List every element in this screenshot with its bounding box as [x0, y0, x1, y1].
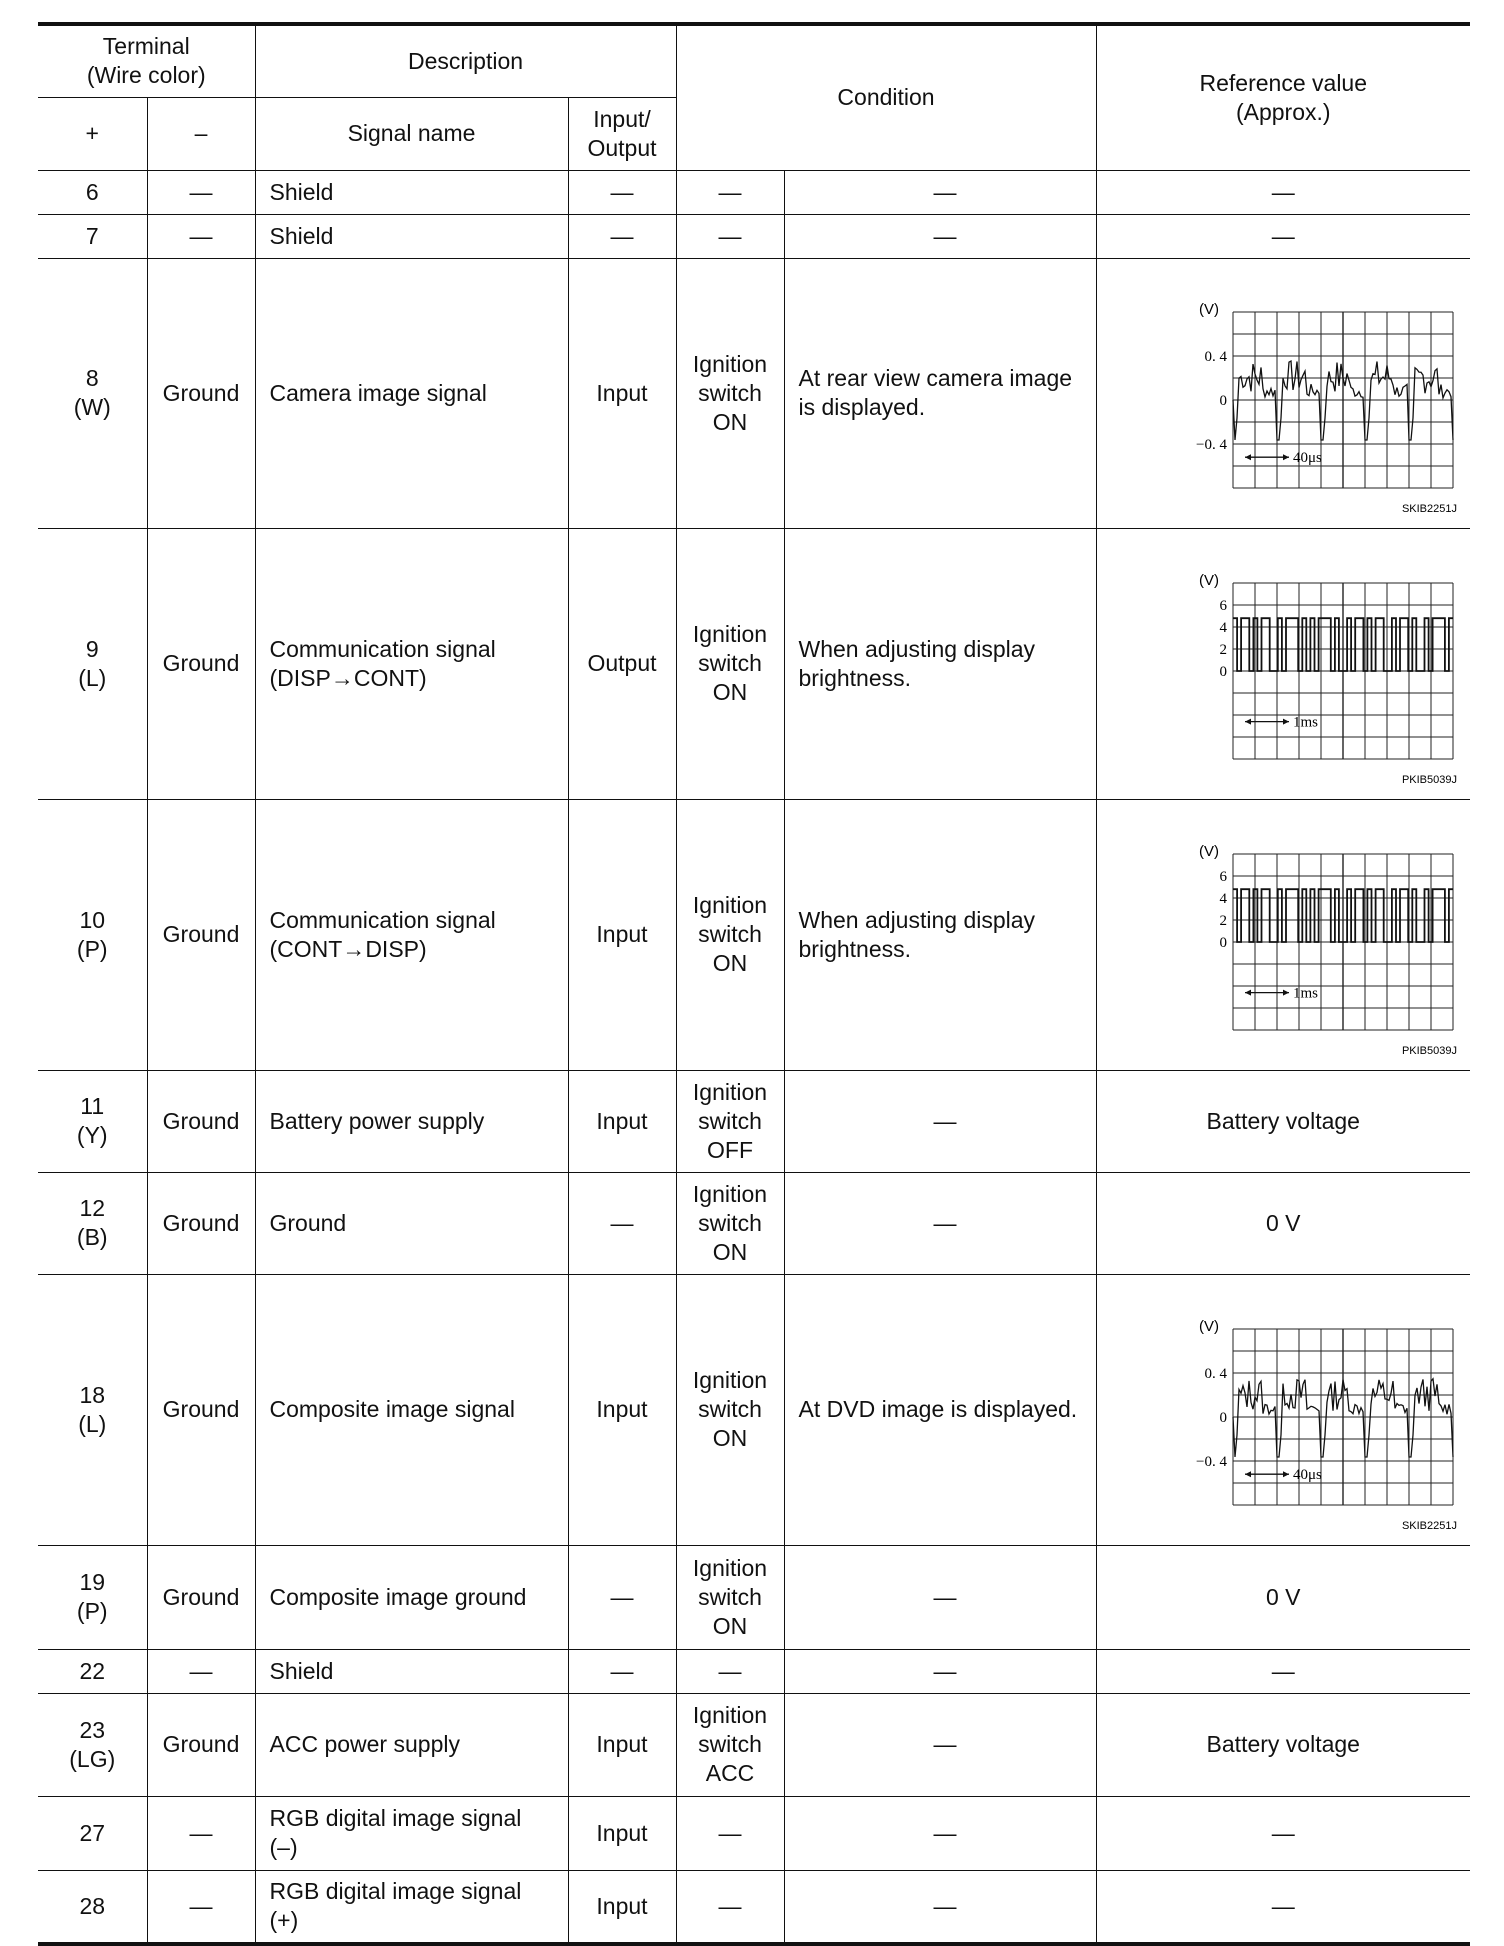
waveform-y-tick-label: 0 — [1219, 393, 1228, 409]
terminal-minus-cell: Ground — [147, 258, 255, 528]
condition-switch-cell: Ignition switch ON — [676, 1172, 784, 1274]
header-plus: + — [38, 97, 147, 170]
table-row — [38, 1274, 1470, 1545]
time-scale-arrow — [1245, 989, 1289, 995]
condition-switch-cell: Ignition switch ON — [676, 528, 784, 799]
condition-detail-cell: — — [784, 170, 1096, 214]
waveform-y-tick-label: 6 — [1219, 868, 1228, 885]
input-output-cell: Input — [568, 258, 676, 528]
table-row — [38, 1172, 1470, 1274]
waveform-y-tick-label: 2 — [1219, 641, 1228, 658]
waveform-y-tick-label: 4 — [1219, 619, 1228, 636]
condition-switch-cell: Ignition switch ACC — [676, 1693, 784, 1796]
waveform-time-label: 40μs — [1293, 450, 1323, 467]
waveform-time-label: 40μs — [1293, 1466, 1323, 1483]
figure-code-label: PKIB5039J — [1402, 773, 1458, 786]
waveform-y-tick-label: 6 — [1219, 597, 1228, 614]
condition-switch-cell: Ignition switch ON — [676, 799, 784, 1070]
reference-value-cell: — — [1096, 1796, 1470, 1870]
terminal-minus-cell: Ground — [147, 1693, 255, 1796]
input-output-cell: — — [568, 1545, 676, 1649]
waveform-grid — [1233, 1329, 1453, 1505]
terminal-minus-cell: Ground — [147, 1545, 255, 1649]
waveform-y-tick-label: −0. 4 — [1196, 437, 1228, 453]
waveform-y-tick-label: 2 — [1219, 912, 1228, 929]
condition-detail-cell: At rear view camera image is displayed. — [784, 258, 1096, 528]
condition-detail-cell: — — [784, 1070, 1096, 1172]
terminal-minus-cell: Ground — [147, 1172, 255, 1274]
waveform-y-tick-label: 0 — [1219, 663, 1228, 680]
input-output-cell: Input — [568, 1274, 676, 1545]
signal-name-cell: Ground — [255, 1172, 568, 1274]
terminal-plus-cell: 18 (L) — [38, 1274, 147, 1545]
waveform-y-tick-label: 0. 4 — [1204, 349, 1228, 365]
reference-value-cell: Battery voltage — [1096, 1693, 1470, 1796]
table-row — [38, 258, 1470, 528]
reference-value-cell — [1096, 1274, 1470, 1545]
terminal-plus-cell: 12 (B) — [38, 1172, 147, 1274]
signal-name-cell: Battery power supply — [255, 1070, 568, 1172]
input-output-cell: Input — [568, 1070, 676, 1172]
table-row — [38, 214, 1470, 258]
condition-detail-cell: — — [784, 1172, 1096, 1274]
signal-name-cell: Shield — [255, 214, 568, 258]
condition-detail-cell: At DVD image is displayed. — [784, 1274, 1096, 1545]
input-output-cell: — — [568, 1172, 676, 1274]
terminal-minus-cell: — — [147, 214, 255, 258]
condition-detail-cell: — — [784, 1649, 1096, 1693]
condition-switch-cell: Ignition switch ON — [676, 1545, 784, 1649]
reference-value-cell: — — [1096, 170, 1470, 214]
signal-name-cell: Shield — [255, 170, 568, 214]
terminal-plus-cell: 6 — [38, 170, 147, 214]
header-terminal: Terminal (Wire color) — [38, 24, 255, 97]
signal-name-cell: Shield — [255, 1649, 568, 1693]
signal-name-cell: Communication signal (CONT→DISP) — [255, 799, 568, 1070]
table-row — [38, 1649, 1470, 1693]
signal-name-cell: Composite image ground — [255, 1545, 568, 1649]
terminal-plus-cell: 8 (W) — [38, 258, 147, 528]
reference-value-cell — [1096, 799, 1470, 1070]
condition-switch-cell: — — [676, 214, 784, 258]
waveform-composite — [1143, 1295, 1458, 1532]
reference-value-cell: 0 V — [1096, 1545, 1470, 1649]
reference-value-cell: — — [1096, 214, 1470, 258]
condition-detail-cell: — — [784, 1693, 1096, 1796]
waveform-unit-label: (V) — [1199, 571, 1220, 589]
figure-code-label: SKIB2251J — [1402, 503, 1458, 515]
waveform-camera — [1143, 278, 1458, 515]
terminal-plus-cell: 19 (P) — [38, 1545, 147, 1649]
reference-value-cell: — — [1096, 1870, 1470, 1944]
input-output-cell: — — [568, 214, 676, 258]
condition-switch-cell: Ignition switch OFF — [676, 1070, 784, 1172]
input-output-cell: Input — [568, 1796, 676, 1870]
header-row-1 — [38, 24, 1470, 97]
condition-switch-cell: — — [676, 170, 784, 214]
table-row — [38, 799, 1470, 1070]
reference-value-cell — [1096, 528, 1470, 799]
header-input-output: Input/ Output — [568, 97, 676, 170]
waveform-time-label: 1ms — [1293, 985, 1319, 1002]
table-row — [38, 1693, 1470, 1796]
terminal-minus-cell: — — [147, 170, 255, 214]
condition-switch-cell: — — [676, 1870, 784, 1944]
terminal-plus-cell: 22 — [38, 1649, 147, 1693]
condition-detail-cell: — — [784, 1796, 1096, 1870]
header-minus: – — [147, 97, 255, 170]
condition-switch-cell: — — [676, 1796, 784, 1870]
input-output-cell: Input — [568, 1870, 676, 1944]
figure-code-label: PKIB5039J — [1402, 1044, 1458, 1057]
waveform-comm_in — [1143, 820, 1458, 1057]
waveform-unit-label: (V) — [1199, 1317, 1220, 1335]
input-output-cell: Output — [568, 528, 676, 799]
signal-name-cell: RGB digital image signal (+) — [255, 1870, 568, 1944]
input-output-cell: Input — [568, 799, 676, 1070]
condition-detail-cell: — — [784, 1870, 1096, 1944]
waveform-grid — [1233, 312, 1453, 488]
signal-name-cell: Communication signal (DISP→CONT) — [255, 528, 568, 799]
terminal-plus-cell: 10 (P) — [38, 799, 147, 1070]
terminal-minus-cell: Ground — [147, 528, 255, 799]
terminal-plus-cell: 27 — [38, 1796, 147, 1870]
header-reference-value: Reference value (Approx.) — [1096, 24, 1470, 170]
terminal-plus-cell: 9 (L) — [38, 528, 147, 799]
terminal-minus-cell: Ground — [147, 1070, 255, 1172]
signal-name-cell: Camera image signal — [255, 258, 568, 528]
terminal-plus-cell: 7 — [38, 214, 147, 258]
figure-code-label: SKIB2251J — [1402, 1519, 1458, 1532]
condition-detail-cell: — — [784, 214, 1096, 258]
condition-switch-cell: — — [676, 1649, 784, 1693]
table-row — [38, 528, 1470, 799]
waveform-y-tick-label: 4 — [1219, 890, 1228, 907]
time-scale-arrow — [1245, 1471, 1289, 1477]
condition-detail-cell: When adjusting display brightness. — [784, 528, 1096, 799]
table-row — [38, 1545, 1470, 1649]
terminal-plus-cell: 23 (LG) — [38, 1693, 147, 1796]
signal-name-cell: Composite image signal — [255, 1274, 568, 1545]
waveform-y-tick-label: 0 — [1219, 1409, 1228, 1426]
waveform-y-tick-label: 0. 4 — [1204, 1365, 1228, 1382]
terminal-minus-cell: — — [147, 1796, 255, 1870]
waveform-comm_out — [1143, 549, 1458, 786]
header-condition: Condition — [676, 24, 1096, 170]
waveform-time-label: 1ms — [1293, 714, 1319, 731]
condition-detail-cell: — — [784, 1545, 1096, 1649]
terminal-minus-cell: Ground — [147, 799, 255, 1070]
terminal-reference-table — [38, 22, 1470, 1946]
terminal-minus-cell: — — [147, 1870, 255, 1944]
waveform-unit-label: (V) — [1199, 301, 1220, 318]
condition-detail-cell: When adjusting display brightness. — [784, 799, 1096, 1070]
signal-name-cell: RGB digital image signal (–) — [255, 1796, 568, 1870]
header-description: Description — [255, 24, 676, 97]
table-row — [38, 170, 1470, 214]
signal-name-cell: ACC power supply — [255, 1693, 568, 1796]
input-output-cell: Input — [568, 1693, 676, 1796]
waveform-y-tick-label: 0 — [1219, 934, 1228, 951]
reference-value-cell: 0 V — [1096, 1172, 1470, 1274]
terminal-plus-cell: 11 (Y) — [38, 1070, 147, 1172]
table-row — [38, 1870, 1470, 1944]
condition-switch-cell: Ignition switch ON — [676, 1274, 784, 1545]
time-scale-arrow — [1245, 718, 1289, 724]
reference-value-cell — [1096, 258, 1470, 528]
terminal-plus-cell: 28 — [38, 1870, 147, 1944]
table-row — [38, 1070, 1470, 1172]
terminal-minus-cell: Ground — [147, 1274, 255, 1545]
input-output-cell: — — [568, 1649, 676, 1693]
reference-value-cell: Battery voltage — [1096, 1070, 1470, 1172]
table-row — [38, 1796, 1470, 1870]
input-output-cell: — — [568, 170, 676, 214]
terminal-minus-cell: — — [147, 1649, 255, 1693]
waveform-unit-label: (V) — [1199, 842, 1220, 860]
header-signal-name: Signal name — [255, 97, 568, 170]
reference-value-cell: — — [1096, 1649, 1470, 1693]
condition-switch-cell: Ignition switch ON — [676, 258, 784, 528]
waveform-y-tick-label: −0. 4 — [1196, 1453, 1228, 1470]
time-scale-arrow — [1245, 454, 1289, 460]
